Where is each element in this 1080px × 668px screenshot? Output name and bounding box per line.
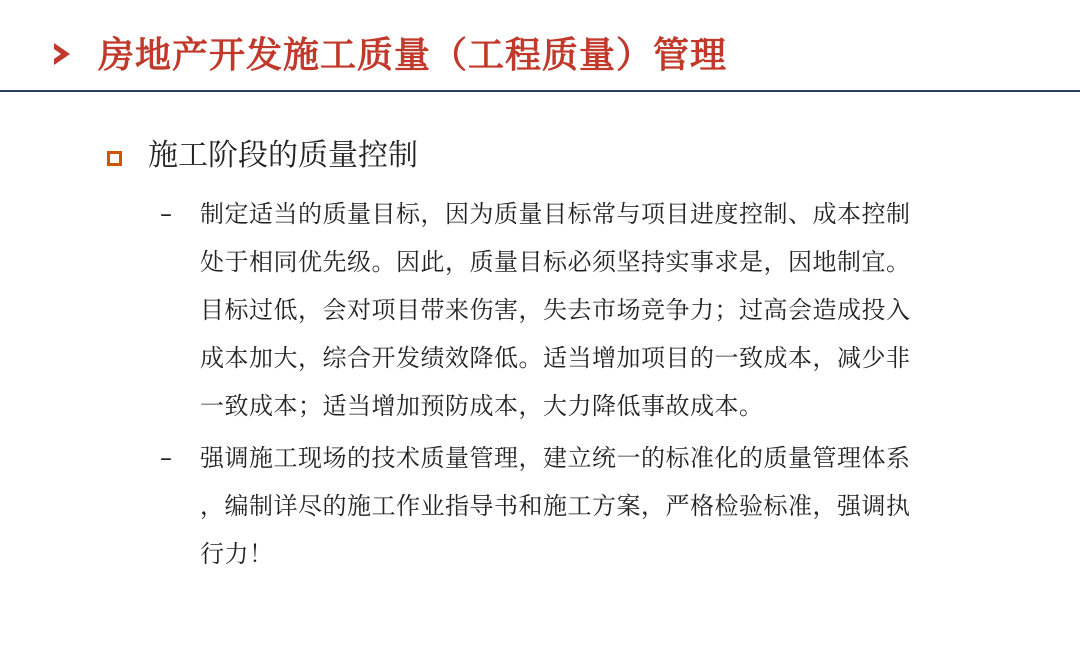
dash-bullet: – <box>160 200 172 228</box>
dash-bullet: – <box>160 444 172 472</box>
slide-title: 房地产开发施工质量（工程质量）管理 <box>98 35 728 76</box>
item-text <box>200 434 980 578</box>
text-line: 制定适当的质量目标，因为质量目标常与项目进度控制、成本控制 <box>200 200 911 228</box>
square-bullet-icon <box>107 151 122 166</box>
text-line: 处于相同优先级。因此，质量目标必须坚持实事求是，因地制宜。 <box>200 248 911 276</box>
title-divider <box>0 90 1080 92</box>
text-line: 一致成本；适当增加预防成本，大力降低事故成本。 <box>200 392 764 420</box>
text-line: ，编制详尽的施工作业指导书和施工方案，严格检验标准，强调执 <box>200 492 911 520</box>
item-text <box>200 190 980 430</box>
text-line: 强调施工现场的技术质量管理，建立统一的标准化的质量管理体系 <box>200 444 911 472</box>
section-heading: 施工阶段的质量控制 <box>148 138 418 173</box>
title-bar <box>0 0 1080 92</box>
arrow-right-icon-cutout <box>54 49 61 59</box>
text-line: 成本加大，综合开发绩效降低。适当增加项目的一致成本，减少非 <box>200 344 911 372</box>
text-line: 目标过低，会对项目带来伤害，失去市场竞争力；过高会造成投入 <box>200 296 911 324</box>
text-line: 行力！ <box>200 540 274 568</box>
